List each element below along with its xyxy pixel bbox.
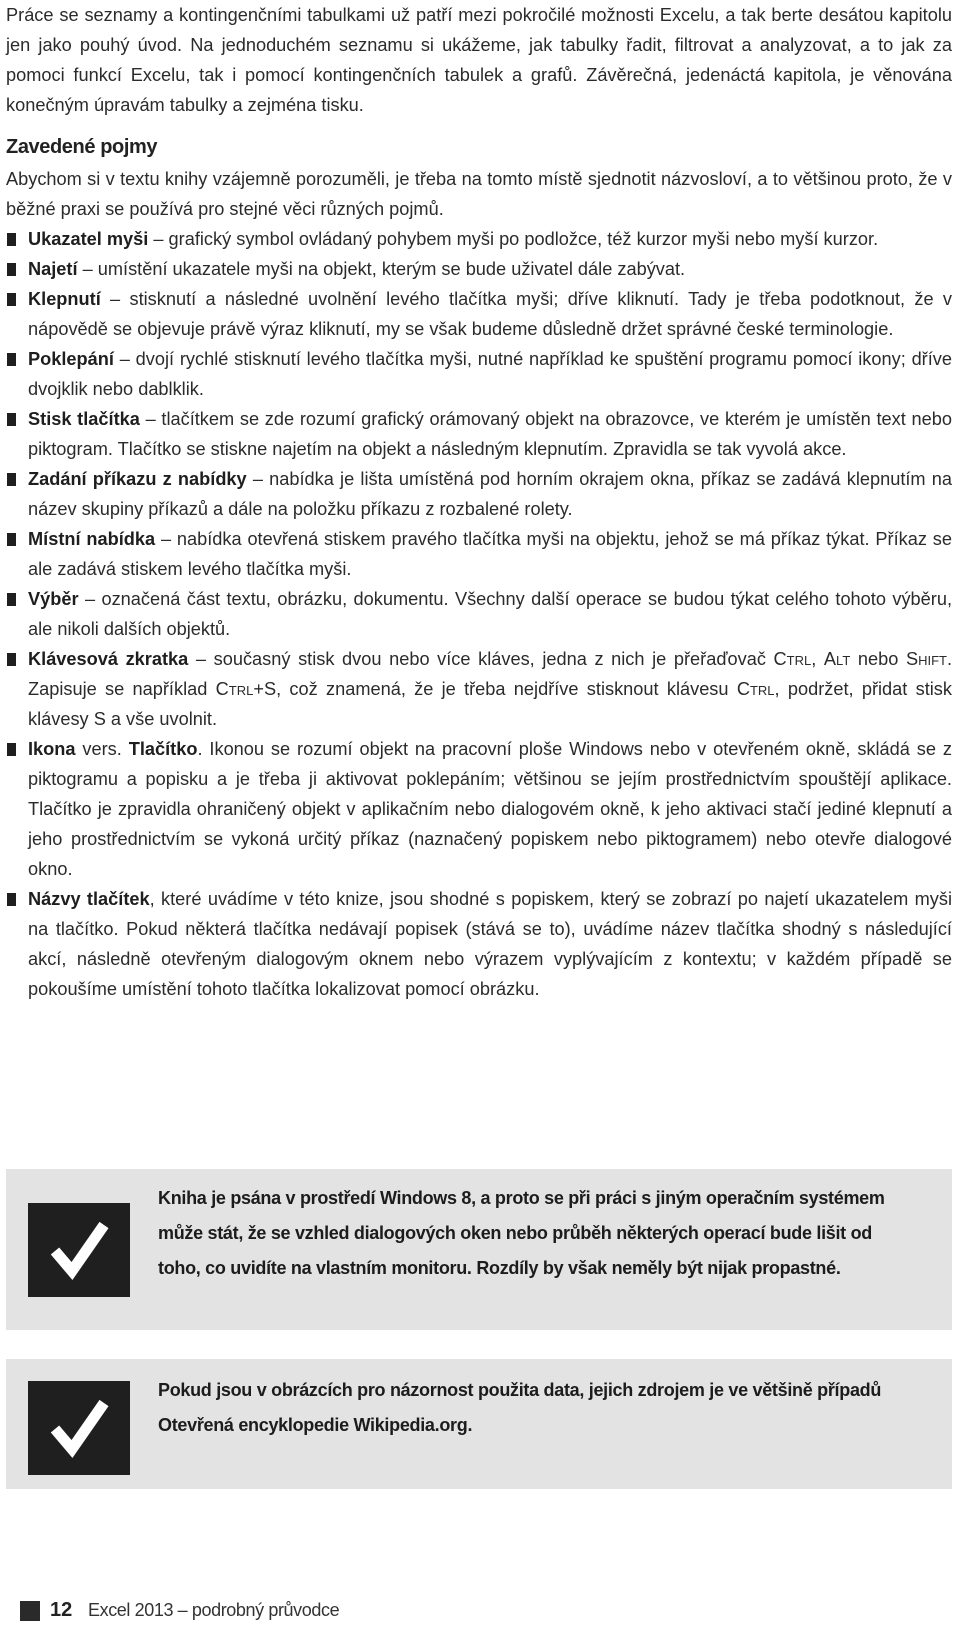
list-item bbox=[6, 524, 952, 584]
bullet-square-icon bbox=[7, 653, 16, 666]
key-shift: Shift bbox=[905, 649, 947, 669]
list-item bbox=[6, 404, 952, 464]
check-icon-glyph bbox=[28, 1381, 130, 1475]
check-icon bbox=[28, 1381, 130, 1475]
term-definition: – grafický symbol ovládaný pohybem myši po podložce, též kurzor myši nebo myší kurzor. bbox=[148, 229, 879, 249]
list-item-button-names bbox=[6, 884, 952, 1004]
body-text bbox=[6, 0, 952, 1004]
bullet-square-icon bbox=[7, 353, 16, 366]
note-text: Pokud jsou v obrázcích pro názornost použita data, jejich zdrojem je ve většině případů Otevřená encyklopedie Wikipedia.org. bbox=[158, 1380, 882, 1435]
key-ctrl-s: Ctrl+S bbox=[215, 679, 277, 699]
term-definition: , bbox=[811, 649, 824, 669]
term-definition: – umístění ukazatele myši na objekt, kterým se bude uživatel dále zabývat. bbox=[77, 259, 686, 279]
terms-list bbox=[6, 224, 952, 1004]
footer-square-icon bbox=[20, 1601, 40, 1621]
term-definition: – nabídka je lišta umístěná pod horním okrajem okna, příkaz se zadává klepnutím na název skupiny příkazů a dále na položku příkazu z rozbalené rolety. bbox=[28, 469, 952, 519]
term-label: Místní nabídka bbox=[28, 529, 156, 549]
check-icon bbox=[28, 1203, 130, 1297]
note-text: Kniha je psána v prostředí Windows 8, a proto se při práci s jiným operačním systémem může stát, že se vzhled dialogových oken nebo průběh některých operací bude lišit od toho, co uvidíte na vlastním monitoru. Rozdíly by však neměly být nijak propastné. bbox=[158, 1188, 885, 1278]
term-definition: – nabídka otevřená stiskem pravého tlačítka myši na objektu, jehož se má příkaz týkat. Příkaz se ale zadává stiskem levého tlačítka myši. bbox=[28, 529, 953, 579]
intro-paragraph: Práce se seznamy a kontingenčními tabulkami už patří mezi pokročilé možnosti Excelu, a tak berte desátou kapitolu jen jako pouhý úvod. Na jednoduchém seznamu si ukážeme, jak tabulky řadit, filtrovat a analyzovat, a to jak za pomoci funkcí Excelu, tak i pomocí kontingenčních tabulek a grafů. Závěrečná, jedenáctá kapitola, je věnována konečným úpravám tabulky a zejména tisku. bbox=[6, 5, 952, 115]
section-lead-paragraph: Abychom si v textu knihy vzájemně porozuměli, je třeba na tomto místě sjednotit názvosloví, a to většinou proto, že v běžné praxi se používá pro stejné věci různých pojmů. bbox=[6, 169, 952, 219]
bullet-square-icon bbox=[7, 413, 16, 426]
list-item-shortcut bbox=[6, 644, 952, 734]
term-label: Tlačítko bbox=[128, 739, 198, 759]
book-title: Excel 2013 – podrobný průvodce bbox=[88, 1600, 340, 1620]
key-alt: Alt bbox=[823, 649, 851, 669]
term-label: Výběr bbox=[28, 589, 79, 609]
bullet-square-icon bbox=[7, 233, 16, 246]
bullet-square-icon bbox=[7, 293, 16, 306]
term-label: Najetí bbox=[28, 259, 78, 279]
term-definition: . Ikonou se rozumí objekt na pracovní ploše Windows nebo v otevřeném okně, skládá se z piktogramu a popisku a je třeba ji aktivovat poklepáním; většinou se jejím prostřednictvím spouštějí aplikace. Tlačítko je zpravidla ohraničený objekt v aplikačním nebo dialogovém okně, k jeho aktivaci stačí jediné klepnutí a jeho prostřednictvím se vykoná určitý příkaz (naznačený popiskem nebo piktogramem) nebo otevře dialogové okno. bbox=[28, 739, 952, 879]
bullet-square-icon bbox=[7, 593, 16, 606]
term-definition: – současný stisk dvou nebo více kláves, jedna z nich je přeřaďovač bbox=[188, 649, 774, 669]
term-definition: nebo bbox=[850, 649, 906, 669]
section-heading: Zavedené pojmy bbox=[6, 136, 158, 158]
list-item bbox=[6, 284, 952, 344]
bullet-square-icon bbox=[7, 263, 16, 276]
term-definition: – označená část textu, obrázku, dokumentu. Všechny další operace se budou týkat celého tohoto výběru, ale nikoli dalších objektů. bbox=[28, 589, 952, 639]
list-item bbox=[6, 584, 952, 644]
term-connector: vers. bbox=[75, 739, 129, 759]
term-definition: – tlačítkem se zde rozumí grafický orámovaný objekt na obrazovce, ve kterém je umístěn text nebo piktogram. Tlačítko se stiskne najetím na objekt a následným klepnutím. Zpravidla se tak vyvolá akce. bbox=[28, 409, 952, 459]
bullet-square-icon bbox=[7, 893, 16, 906]
term-definition: , které uvádíme v této knize, jsou shodné s popiskem, který se zobrazí po najetí ukazatelem myši na tlačítko. Pokud některá tlačítka nedávají popisek (stává se to), uvádíme název tlačítka shodný s následující akcí, následně otevřeným dialogovým oknem nebo výrazem vyplývajícím z kontextu; v každém případě se pokoušíme umístění tohoto tlačítka lokalizovat pomocí obrázku. bbox=[28, 889, 952, 999]
term-definition: – stisknutí a následné uvolnění levého tlačítka myši; dříve kliknutí. Tady je třeba podotknout, že v nápovědě se objevuje právě výraz kliknutí, my se však budeme důsledně držet správné české terminologie. bbox=[28, 289, 952, 339]
term-label: Klepnutí bbox=[28, 289, 101, 309]
list-item bbox=[6, 254, 952, 284]
bullet-square-icon bbox=[7, 743, 16, 756]
note-box bbox=[6, 1169, 952, 1330]
term-definition: , což znamená, že je třeba nejdříve stisknout klávesu bbox=[276, 679, 737, 699]
term-definition: . Zapisuje se například bbox=[28, 649, 953, 699]
list-item bbox=[6, 344, 952, 404]
term-label: Zadání příkazu z nabídky bbox=[28, 469, 247, 489]
list-item bbox=[6, 224, 952, 254]
page-number: 12 bbox=[50, 1599, 73, 1621]
bullet-square-icon bbox=[7, 473, 16, 486]
list-item bbox=[6, 464, 952, 524]
check-icon-glyph bbox=[28, 1203, 130, 1297]
term-label: Stisk tlačítka bbox=[28, 409, 140, 429]
list-item-icon bbox=[6, 734, 952, 884]
key-ctrl: Ctrl bbox=[736, 679, 775, 699]
term-label: Klávesová zkratka bbox=[28, 649, 189, 669]
note-box bbox=[6, 1359, 952, 1489]
key-ctrl: Ctrl bbox=[773, 649, 812, 669]
term-label: Poklepání bbox=[28, 349, 114, 369]
term-definition: – dvojí rychlé stisknutí levého tlačítka myši, nutné například ke spuštění programu pomocí ikony; dříve dvojklik nebo dablklik. bbox=[28, 349, 952, 399]
bullet-square-icon bbox=[7, 533, 16, 546]
term-definition: , podržet, přidat stisk klávesy S a vše uvolnit. bbox=[28, 679, 952, 729]
term-label: Ukazatel myši bbox=[28, 229, 149, 249]
term-label: Ikona bbox=[28, 739, 76, 759]
term-label: Názvy tlačítek bbox=[28, 889, 150, 909]
